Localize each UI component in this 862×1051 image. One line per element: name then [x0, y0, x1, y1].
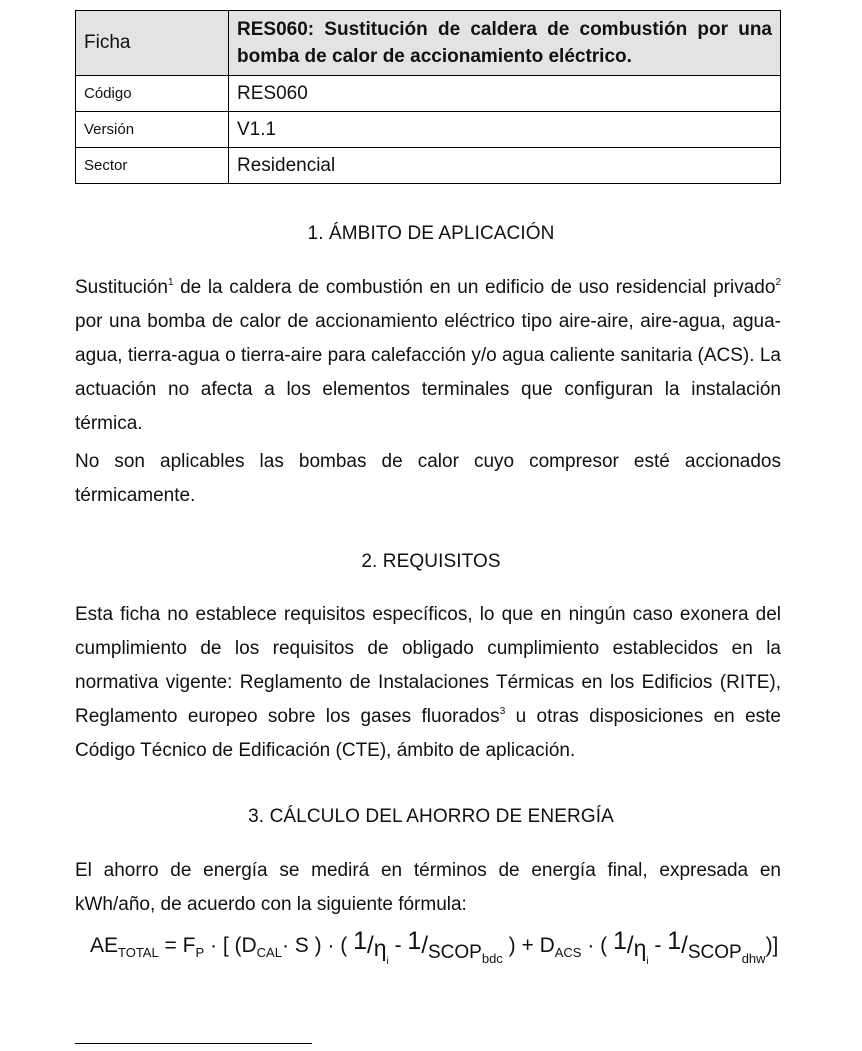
table-row: [76, 76, 781, 112]
formula-dcal: · [ (D: [204, 934, 257, 957]
formula-open-paren: · (: [581, 934, 608, 957]
formula-slash: /: [626, 932, 634, 959]
formula-scop: SCOP: [687, 942, 742, 963]
formula-eta-subscript: i: [646, 956, 649, 967]
formula-dacs: ) + D: [508, 934, 555, 957]
formula-slash: /: [421, 932, 428, 959]
codigo-value: RES060: [229, 76, 781, 112]
sector-value: Residencial: [229, 148, 781, 184]
codigo-label: Código: [76, 76, 229, 112]
formula-s-term: · S ) · (: [281, 934, 348, 957]
formula-scop-bdc-subscript: bdc: [481, 951, 503, 966]
footnote-ref-1[interactable]: 1: [167, 276, 174, 288]
section-2-paragraph-1: [75, 598, 781, 768]
section-1-text-a: Sustitución: [75, 277, 168, 298]
table-row: [76, 148, 781, 184]
section-1-title: 1. ÁMBITO DE APLICACIÓN: [307, 223, 555, 244]
formula-scop: SCOP: [427, 942, 482, 963]
section-1-text-c: por una bomba de calor de accionamiento eléctrico tipo aire-aire, aire-agua, agua-agua, tierra-agua o tierra-aire para calefacción y/o agua caliente sanitaria (ACS). La actuación no afecta a los elementos terminales que configuran la instalación térmica.: [75, 311, 781, 434]
formula-eta-subscript: i: [386, 956, 389, 967]
version-label: Versión: [76, 112, 229, 148]
table-row: [76, 112, 781, 148]
formula-one: 1: [612, 927, 627, 955]
formula-close: )]: [765, 934, 779, 957]
section-1-text-b: de la caldera de combustión en un edificio de uso residencial privado: [173, 277, 776, 298]
formula-dcal-subscript: CAL: [256, 945, 282, 960]
formula-minus: -: [388, 934, 408, 957]
section-1-paragraph-2: No son aplicables las bombas de calor cuyo compresor esté accionados térmicamente.: [75, 451, 781, 506]
formula-ae-subscript: TOTAL: [118, 945, 159, 960]
section-3-paragraph-1: El ahorro de energía se medirá en términos de energía final, expresada en kWh/año, de acuerdo con la siguiente fórmula:: [75, 860, 781, 915]
formula-one: 1: [353, 927, 368, 955]
footnote-separator: [75, 1043, 312, 1044]
ficha-label: Ficha: [76, 11, 229, 76]
formula-fp-subscript: P: [195, 945, 205, 960]
ficha-header-row: [76, 11, 781, 76]
section-2-text-a: Esta ficha no establece requisitos específicos, lo que en ningún caso exonera del cumplimiento de los requisitos de obligado cumplimiento establecidos en la normativa vigente: Reglamento de Instalaciones Térmicas en los Edificios (RITE), Reglamento europeo sobre los gases fluorados: [75, 604, 781, 727]
footnote-ref-2[interactable]: 2: [775, 276, 781, 288]
sector-label: Sector: [76, 148, 229, 184]
formula-one: 1: [407, 927, 422, 955]
section-2-text-b: u otras disposiciones en este Código Técnico de Edificación (CTE), ámbito de aplicación.: [75, 706, 781, 761]
formula-ae: AE: [90, 934, 119, 957]
footnote-ref-3[interactable]: 3: [499, 705, 506, 717]
formula-eta: η: [633, 935, 647, 961]
formula-slash: /: [681, 932, 688, 959]
formula-fp: = F: [158, 934, 196, 957]
formula-minus: -: [648, 934, 668, 957]
ficha-title: RES060: Sustitución de caldera de combustión por una bomba de calor de accionamiento eléctrico.: [229, 11, 781, 76]
energy-savings-formula: [90, 927, 790, 974]
formula-scop-dhw-subscript: dhw: [741, 951, 766, 966]
section-3-title: 3. CÁLCULO DEL AHORRO DE ENERGÍA: [248, 806, 614, 827]
ficha-table: [75, 10, 781, 184]
section-2-title: 2. REQUISITOS: [361, 551, 501, 572]
formula-one: 1: [667, 927, 682, 955]
section-1-paragraph-1: [75, 271, 781, 441]
formula-slash: /: [367, 932, 374, 959]
formula-eta: η: [373, 935, 387, 961]
formula-dacs-subscript: ACS: [554, 945, 582, 960]
version-value: V1.1: [229, 112, 781, 148]
